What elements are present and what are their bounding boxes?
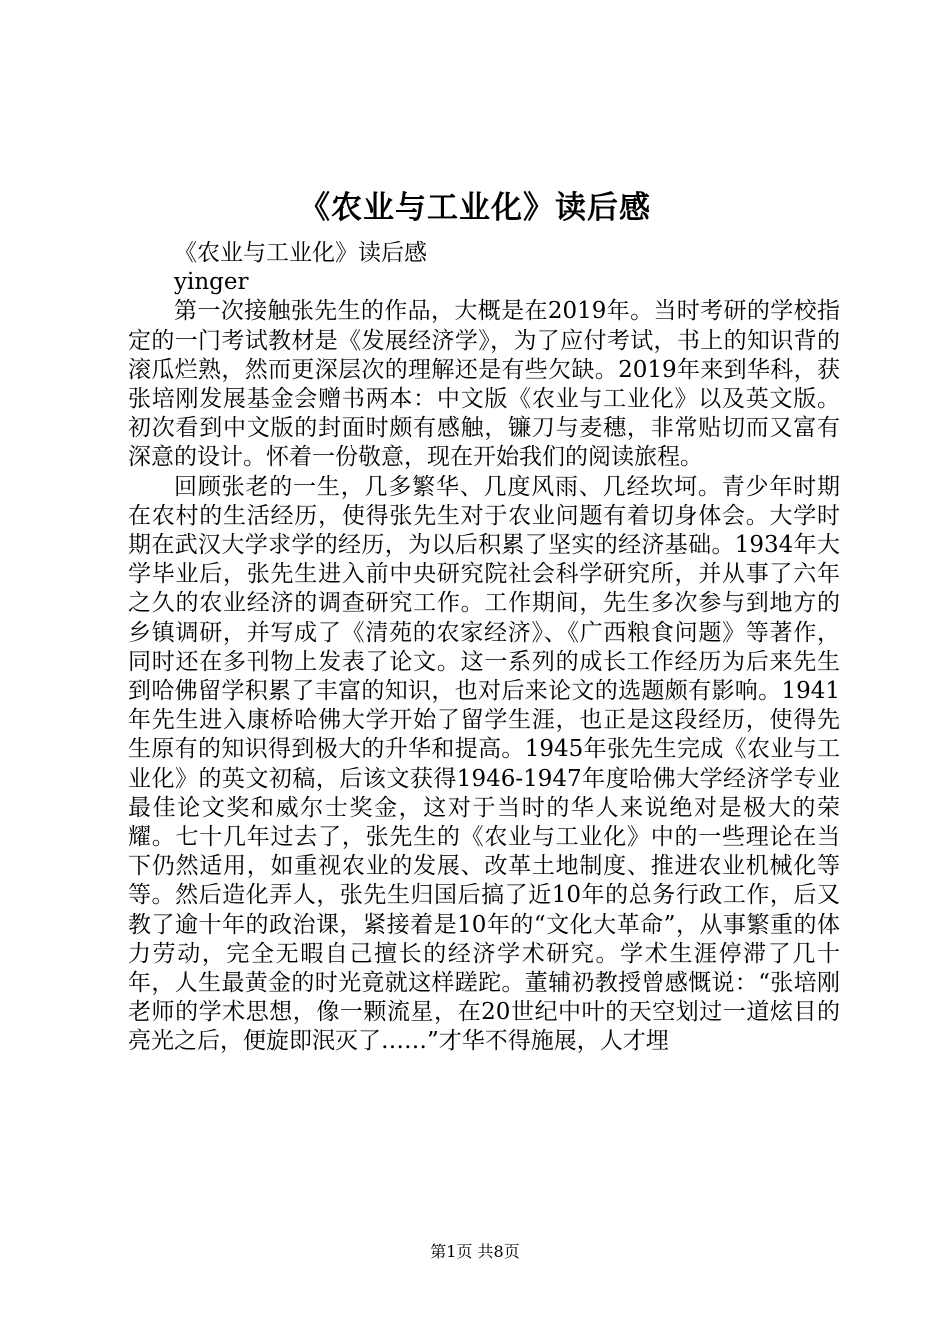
document-body xyxy=(128,239,840,1057)
paragraph-1: 第一次接触张先生的作品，大概是在2019年。当时考研的学校指定的一门考试教材是《发展经济学》，为了应付考试，书上的知识背的滚瓜烂熟，然而更深层次的理解还是有些欠缺。2019年来到华科，获张培刚发展基金会赠书两本：中文版《农业与工业化》以及英文版。初次看到中文版的封面时颇有感触，镰刀与麦穗，非常贴切而又富有深意的设计。怀着一份敬意，现在开始我们的阅读旅程。 xyxy=(128,298,840,471)
document-title: 《农业与工业化》读后感 xyxy=(299,190,651,226)
page-footer: 第1页 共8页 xyxy=(430,1242,520,1261)
subtitle-line: 《农业与工业化》读后感 xyxy=(174,240,427,266)
author-line: yinger xyxy=(174,269,249,296)
paragraph-2: 回顾张老的一生，几多繁华、几度风雨、几经坎坷。青少年时期在农村的生活经历，使得张先生对于农业问题有着切身体会。大学时期在武汉大学求学的经历，为以后积累了坚实的经济基础。1934年大学毕业后，张先生进入前中央研究院社会科学研究所，并从事了六年之久的农业经济的调查研究工作。工作期间，先生多次参与到地方的乡镇调研，并写成了《清苑的农家经济》、《广西粮食问题》等著作，同时还在多刊物上发表了论文。这一系列的成长工作经历为后来先生到哈佛留学积累了丰富的知识，也对后来论文的选题颇有影响。1941年先生进入康桥哈佛大学开始了留学生涯，也正是这段经历，使得先生原有的知识得到极大的升华和提高。1945年张先生完成《农业与工业化》的英文初稿，后该文获得1946-1947年度哈佛大学经济学专业最佳论文奖和威尔士奖金，这对于当时的华人来说绝对是极大的荣耀。七十几年过去了，张先生的《农业与工业化》中的一些理论在当下仍然适用，如重视农业的发展、改革土地制度、推进农业机械化等等。然后造化弄人，张先生归国后搞了近10年的总务行政工作，后又教了逾十年的政治课，紧接着是10年的“文化大革命”，从事繁重的体力劳动，完全无暇自己擅长的经济学术研究。学术生涯停滞了几十年，人生最黄金的时光竟就这样蹉跎。董辅礽教授曾感慨说：“张培刚老师的学术思想，像一颗流星，在20世纪中叶的天空划过一道炫目的亮光之后，便旋即泯灭了……”才华不得施展，人才埋 xyxy=(128,473,840,1055)
